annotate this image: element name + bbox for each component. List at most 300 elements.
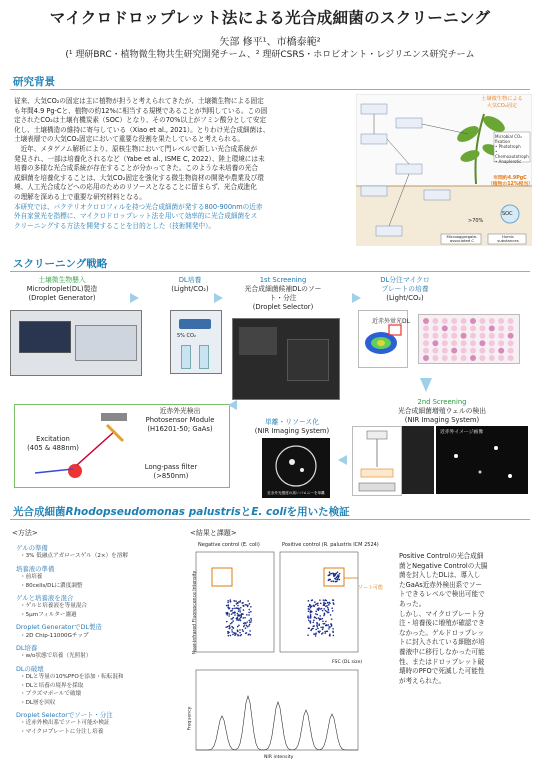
- scatter-point: [324, 631, 326, 633]
- scatter-point: [230, 610, 232, 612]
- scatter-point: [313, 633, 315, 635]
- flow-arrow: [352, 293, 361, 303]
- scatter-point: [316, 618, 318, 620]
- scatter-point: [248, 614, 250, 616]
- plate-well: [489, 333, 495, 339]
- scatter-point: [339, 573, 341, 575]
- scatter-point: [316, 614, 318, 616]
- imaging-system-schematic: [352, 426, 402, 496]
- scatter-point: [247, 606, 249, 608]
- scatter-point: [327, 624, 329, 626]
- scatter-point: [327, 612, 329, 614]
- method-step-heading: ゲルと培養液を混合: [16, 594, 74, 603]
- scatter-point: [308, 600, 310, 602]
- incubation-photo: [170, 310, 222, 374]
- scatter-point: [250, 606, 252, 608]
- method-step-heading: 培養液の準備: [16, 564, 55, 573]
- bg-line: 土壌表層での大気CO₂固定において重要な役割を果たしていると考えられる。: [14, 135, 245, 144]
- second-screening-label: [360, 398, 524, 425]
- diagram-heading: [474, 96, 530, 110]
- poster-title: マイクロドロップレット法による光合成細菌のスクリーニング: [49, 9, 491, 27]
- scatter-point: [240, 607, 242, 609]
- pos-scatter-frame: [280, 552, 358, 652]
- plate-well: [470, 318, 476, 324]
- step3-line: ト・分注: [269, 294, 297, 302]
- method-step-item: ・2D Chip-11000Gチップ: [20, 632, 89, 639]
- methods-list: [16, 544, 186, 736]
- scatter-point: [232, 612, 234, 614]
- microaggregate-label: Microaggregate- associated C: [446, 234, 478, 244]
- fixer-item: • Anaplerotic: [495, 159, 522, 164]
- scatter-point: [232, 608, 234, 610]
- plate-well: [479, 333, 485, 339]
- scatter-point: [324, 623, 326, 625]
- scatter-point: [331, 625, 333, 627]
- scatter-point: [328, 609, 330, 611]
- scatter-point: [323, 601, 325, 603]
- scatter-point: [231, 631, 233, 633]
- microplate-photo: [418, 314, 520, 364]
- plate-well: [442, 333, 448, 339]
- scatter-point: [250, 618, 252, 620]
- second-line: 2nd Screening: [417, 398, 467, 406]
- plate-well: [423, 355, 429, 361]
- scatter-point: [239, 609, 241, 611]
- flow-arrow-left: [228, 400, 237, 410]
- scatter-point: [322, 629, 324, 631]
- scatter-xlabel: FSC (DL size): [332, 660, 363, 665]
- isolation-image: [262, 438, 330, 498]
- scatter-point: [324, 613, 326, 615]
- plate-well: [442, 318, 448, 324]
- scatter-point: [240, 634, 242, 636]
- plate-well: [461, 318, 467, 324]
- carbon-cycle-diagram: [356, 94, 532, 246]
- scatter-point: [239, 629, 241, 631]
- hist-ylabel: Frequency: [187, 706, 193, 731]
- scatter-point: [322, 618, 324, 620]
- excitation-line: Excitation: [36, 435, 70, 443]
- isolation-line: 単離・リソース化: [264, 418, 320, 426]
- plate-well: [442, 325, 448, 331]
- method-step-item: ・ブラズマポールで破壊: [20, 691, 82, 698]
- scatter-point: [329, 571, 331, 573]
- scatter-point: [319, 618, 321, 620]
- scatter-point: [232, 620, 234, 622]
- scatter-point: [315, 604, 317, 606]
- nir-image-svg: [436, 426, 528, 494]
- plate-well: [423, 325, 429, 331]
- bg-line: 外自家蛍光を指標に、マイクロドロップレット法を用いて効率的に光合成細菌をス: [14, 212, 258, 221]
- monitor-icon: [19, 321, 71, 353]
- pct-value: （植物の12%相当）: [488, 182, 534, 187]
- scatter-point: [328, 604, 330, 606]
- result-line: Positive Controlの光合成細: [399, 552, 484, 560]
- fixer-item: • Chemoautotroph: [495, 149, 529, 159]
- plate-well: [442, 355, 448, 361]
- scatter-point: [243, 609, 245, 611]
- scatter-point: [235, 600, 237, 602]
- scatter-point: [236, 607, 238, 609]
- isolation-svg: [262, 438, 330, 498]
- flow-arrow: [130, 293, 139, 303]
- scatter-point: [241, 613, 243, 615]
- plate-well: [479, 318, 485, 324]
- scatter-point: [319, 615, 321, 617]
- bg-line: 境、人工光合成などへの応用のためのリソースとなることに留まらず、光合成進化: [14, 183, 257, 192]
- scatter-point: [336, 577, 338, 579]
- neg-title: Negative control (E. coli): [198, 542, 260, 548]
- bg-line: 本研究では、バクテリオクロロフィルを持つ光合成細菌が発する800-900nmの近赤: [14, 202, 263, 211]
- excitation-label: [23, 435, 83, 453]
- scatter-point: [236, 618, 238, 620]
- scatter-point: [227, 604, 229, 606]
- scatter-point: [326, 605, 328, 607]
- filter-label: [131, 463, 211, 481]
- scatter-point: [320, 603, 322, 605]
- result-line: 菌とNegative Controlの大腸: [399, 561, 488, 570]
- scatter-point: [231, 622, 233, 624]
- device-part: [287, 339, 329, 381]
- plate-well: [508, 340, 514, 346]
- scatter-point: [237, 613, 239, 615]
- scatter-point: [310, 610, 312, 612]
- scatter-point: [249, 630, 251, 632]
- step4-line: DL分注マイクロ: [380, 276, 430, 284]
- plate-well: [442, 348, 448, 354]
- bg-line: クリーニングする方法を開発することを目的とした（技術開発中）。: [14, 221, 215, 230]
- scatter-point: [238, 615, 240, 617]
- scatter-point: [234, 634, 236, 636]
- scatter-point: [315, 635, 317, 637]
- plate-well: [461, 333, 467, 339]
- step4-line: (Light/CO₂): [386, 294, 424, 302]
- scatter-point: [234, 614, 236, 616]
- fixers-list: [495, 134, 531, 164]
- scatter-point: [228, 632, 230, 634]
- plate-well: [489, 355, 495, 361]
- scatter-point: [318, 624, 320, 626]
- scatter-point: [321, 608, 323, 610]
- imaging-system-photo: [402, 426, 434, 494]
- scatter-point: [324, 604, 326, 606]
- plate-well: [479, 348, 485, 354]
- step3-line: 1st Screening: [259, 276, 307, 284]
- bg-line: も年間4.9 Pg-Cと、植物の約12%に相当する規模であることが判明している。この固: [14, 106, 268, 115]
- plate-well: [470, 355, 476, 361]
- scatter-point: [333, 574, 335, 576]
- plate-well: [451, 355, 457, 361]
- scatter-point: [249, 624, 251, 626]
- plate-well: [489, 325, 495, 331]
- scatter-point: [335, 578, 337, 580]
- section-divider: [10, 89, 530, 90]
- scatter-point: [248, 633, 250, 635]
- scatter-point: [310, 622, 312, 624]
- step1-label: [2, 276, 122, 303]
- scatter-point: [248, 612, 250, 614]
- scatter-point: [327, 602, 329, 604]
- plate-well: [442, 340, 448, 346]
- result-line: 壊時のPFOで死滅した可能性: [399, 667, 485, 676]
- method-step-item: ・w/o状態で培養（光照射）: [20, 653, 92, 660]
- scatter-point: [314, 617, 316, 619]
- device-icon: [75, 325, 137, 361]
- plate-well: [432, 355, 438, 361]
- scatter-point: [233, 632, 235, 634]
- scatter-point: [239, 632, 241, 634]
- plate-well: [489, 348, 495, 354]
- module-line: (H16201-50; GaAs): [147, 425, 213, 433]
- flow-arrow: [214, 293, 223, 303]
- scatter-point: [248, 620, 250, 622]
- fixer-item: • Phototroph: [495, 144, 521, 149]
- microplate-svg: [419, 315, 519, 363]
- result-line: あった。: [399, 599, 426, 608]
- plate-well: [498, 318, 504, 324]
- droplet-generator-photo: [10, 310, 142, 376]
- plate-well: [451, 348, 457, 354]
- scatter-point: [250, 611, 252, 613]
- scatter-point: [311, 600, 313, 602]
- scatter-point: [248, 625, 250, 627]
- scatter-point: [308, 619, 310, 621]
- scatter-point: [307, 634, 309, 636]
- plant-equivalent: [488, 176, 532, 188]
- step1-line: Microdroplet(DL)製造: [26, 285, 98, 293]
- plate-well: [498, 348, 504, 354]
- plate-well: [432, 333, 438, 339]
- scatter-point: [242, 629, 244, 631]
- scatter-point: [234, 600, 236, 602]
- scatter-point: [240, 620, 242, 622]
- step3-line: (Droplet Selector): [252, 303, 314, 311]
- plate-well: [423, 340, 429, 346]
- device-part: [239, 327, 277, 355]
- scatter-point: [237, 630, 239, 632]
- scatter-point: [228, 613, 230, 615]
- scatter-point: [308, 610, 310, 612]
- second-line: 光合成細菌増殖ウェルの検出: [397, 407, 487, 415]
- scatter-point: [229, 599, 231, 601]
- nir-detector-panel: [14, 404, 230, 488]
- scatter-point: [325, 610, 327, 612]
- bg-line: 従来、大気CO₂の固定は主に植物が担うと考えられてきたが、土壌微生物による固定: [14, 97, 264, 105]
- result-line: 注・培養後に増殖が確認でき: [399, 619, 485, 628]
- method-step-heading: Droplet Selectorでソート・分注: [16, 710, 113, 719]
- validation-heading: [13, 504, 350, 519]
- scatter-point: [318, 632, 320, 634]
- result-line: が考えられた。: [399, 676, 446, 685]
- methods-heading: <方法>: [12, 529, 38, 537]
- bg-line: 成細菌を培養化することは、大気CO₂固定を強化する微生物資材の開発や農業及び環: [14, 173, 264, 182]
- method-step-item: ・マイクロプレートに分注し培養: [20, 728, 104, 735]
- schematic-svg: [353, 427, 401, 495]
- step1-line: (Droplet Generator): [28, 294, 96, 302]
- scatter-point: [230, 635, 232, 637]
- scatter-point: [330, 614, 332, 616]
- filter-line: Long-pass filter: [144, 463, 198, 471]
- scatter-point: [238, 608, 240, 610]
- scatter-point: [312, 628, 314, 630]
- scatter-point: [317, 605, 319, 607]
- scatter-point: [230, 623, 232, 625]
- scatter-point: [309, 604, 311, 606]
- scatter-point: [244, 617, 246, 619]
- scatter-point: [325, 603, 327, 605]
- scatter-point: [227, 602, 229, 604]
- bg-line: の理解を深める上で重要な研究材料となる。: [14, 192, 146, 201]
- scatter-point: [246, 614, 248, 616]
- scatter-point: [328, 628, 330, 630]
- humic-label: Humic substances: [497, 234, 519, 244]
- scatter-point: [237, 626, 239, 628]
- step4-label: [360, 276, 450, 303]
- scatter-point: [336, 581, 338, 583]
- method-step-heading: DLの破壊: [16, 664, 44, 673]
- bg-line: 近年、メタゲノム解析により、原核生物において門レベルで新しい光合成系統が: [14, 144, 258, 153]
- bg-line: 培養の多様な光合成系統が存在することが分かってきた。このような未培養の光合: [14, 164, 258, 173]
- scatter-point: [231, 629, 233, 631]
- plate-well: [423, 318, 429, 324]
- plate-well: [451, 333, 457, 339]
- scatter-point: [228, 615, 230, 617]
- scatter-point: [246, 625, 248, 627]
- method-step-heading: Droplet GeneratorでDL製造: [16, 623, 102, 632]
- excitation-line: (405 & 488nm): [27, 444, 79, 452]
- validation-heading-mid: と: [240, 506, 252, 518]
- scatter-point: [328, 580, 330, 582]
- scatter-point: [315, 613, 317, 615]
- section-divider: [10, 271, 530, 272]
- scatter-point: [316, 625, 318, 627]
- scatter-point: [227, 607, 229, 609]
- bg-line: 定されたCO₂は土壌有機炭素（SOC）となり、その70%以上がフミン酸分として安定: [14, 116, 267, 125]
- scatter-point: [239, 601, 241, 603]
- scatter-point: [318, 609, 320, 611]
- scatter-point: [228, 635, 230, 637]
- scatter-point: [323, 608, 325, 610]
- method-step-item: ・3% 低融点アガロースゲル（2×）を溶解: [20, 553, 128, 560]
- scatter-point: [333, 599, 335, 601]
- hist-frame: [196, 670, 358, 750]
- nir-image-caption: 近赤外イメージ画像: [440, 430, 484, 435]
- method-step-item: ・近赤外検出系でソート可能か検証: [20, 720, 110, 727]
- plate-well: [479, 355, 485, 361]
- plate-well: [508, 318, 514, 324]
- plate-well: [451, 340, 457, 346]
- isolation-caption: 近赤外光強度の高いコロニーを単離: [267, 491, 325, 495]
- scatter-point: [226, 605, 228, 607]
- plate-well: [479, 340, 485, 346]
- sort-label: ソート可能: [358, 585, 384, 591]
- affiliation: (¹ 理研BRC・植物微生物共生研究開発チーム、² 理研CSRS・ホロビオント・レジリエンス研究チーム: [65, 50, 475, 60]
- result-line: トに封入されている細胞が培: [399, 638, 485, 647]
- step3-label: [218, 276, 348, 312]
- method-step-item: ・ゲルと培養液を等量混合: [20, 603, 88, 610]
- soc-label: SOC: [502, 211, 513, 217]
- flow-arrow-down: [420, 378, 432, 392]
- scatter-point: [245, 632, 247, 634]
- plate-well: [451, 325, 457, 331]
- nir-droplet-label: 近赤外蛍光DL: [372, 318, 410, 325]
- plate-well: [432, 318, 438, 324]
- results-figure: [182, 540, 394, 766]
- bg-line: 化し、土壌構造の維持に寄与している（Xiao et al., 2021）。とりわけ光合成細菌は、: [14, 125, 270, 134]
- method-step-item: ・DL層を回収: [20, 699, 56, 706]
- scatter-point: [227, 600, 229, 602]
- scatter-point: [238, 610, 240, 612]
- plate-well: [470, 348, 476, 354]
- plate-well: [432, 325, 438, 331]
- neg-scatter-frame: [196, 552, 274, 652]
- plate-well: [489, 318, 495, 324]
- plate-well: [432, 340, 438, 346]
- scatter-point: [322, 626, 324, 628]
- scatter-point: [322, 620, 324, 622]
- scatter-point: [249, 603, 251, 605]
- scatter-point: [237, 602, 239, 604]
- scatter-point: [231, 626, 233, 628]
- section-divider: [10, 519, 530, 520]
- scatter-ylabel: Near-infrared Fluorescence Intensity: [192, 570, 198, 655]
- scatter-point: [227, 612, 229, 614]
- scatter-point: [308, 628, 310, 630]
- scatter-point: [311, 629, 313, 631]
- scatter-point: [227, 626, 229, 628]
- scatter-point: [310, 617, 312, 619]
- scatter-point: [232, 618, 234, 620]
- scatter-point: [237, 619, 239, 621]
- scatter-point: [250, 634, 252, 636]
- scatter-point: [234, 605, 236, 607]
- method-step-item: ・5μmフィルター濾過: [20, 611, 77, 618]
- scatter-point: [246, 604, 248, 606]
- strategy-heading: スクリーニング戦略: [13, 258, 108, 270]
- scatter-point: [321, 633, 323, 635]
- scatter-point: [234, 608, 236, 610]
- scatter-point: [331, 618, 333, 620]
- module-label: [131, 407, 229, 434]
- scatter-point: [332, 602, 334, 604]
- scatter-point: [231, 613, 233, 615]
- results-heading: <結果と課題>: [190, 529, 237, 537]
- results-plot-svg: [182, 540, 394, 766]
- scatter-point: [324, 632, 326, 634]
- pct70-label: >70%: [468, 218, 484, 224]
- scatter-point: [244, 622, 246, 624]
- scatter-point: [245, 627, 247, 629]
- scatter-point: [239, 618, 241, 620]
- results-text: [399, 552, 534, 686]
- background-heading: 研究背景: [13, 76, 55, 88]
- result-line: しかし、マイクロプレート分: [399, 609, 485, 618]
- bg-line: 発見され、一部は培養化されるなど（Yabe et al., ISME C, 2022）、陸上環境には未: [14, 154, 265, 163]
- scatter-point: [328, 574, 330, 576]
- method-step-heading: DL培養: [16, 644, 38, 653]
- plate-well: [508, 333, 514, 339]
- background-text: [14, 97, 352, 231]
- scatter-point: [317, 628, 319, 630]
- plate-well: [461, 340, 467, 346]
- scatter-point: [333, 581, 335, 583]
- scatter-point: [331, 607, 333, 609]
- plate-well: [508, 355, 514, 361]
- nir-image: [436, 426, 528, 494]
- scatter-point: [322, 610, 324, 612]
- droplet-selector-photo: [232, 318, 340, 400]
- scatter-point: [330, 623, 332, 625]
